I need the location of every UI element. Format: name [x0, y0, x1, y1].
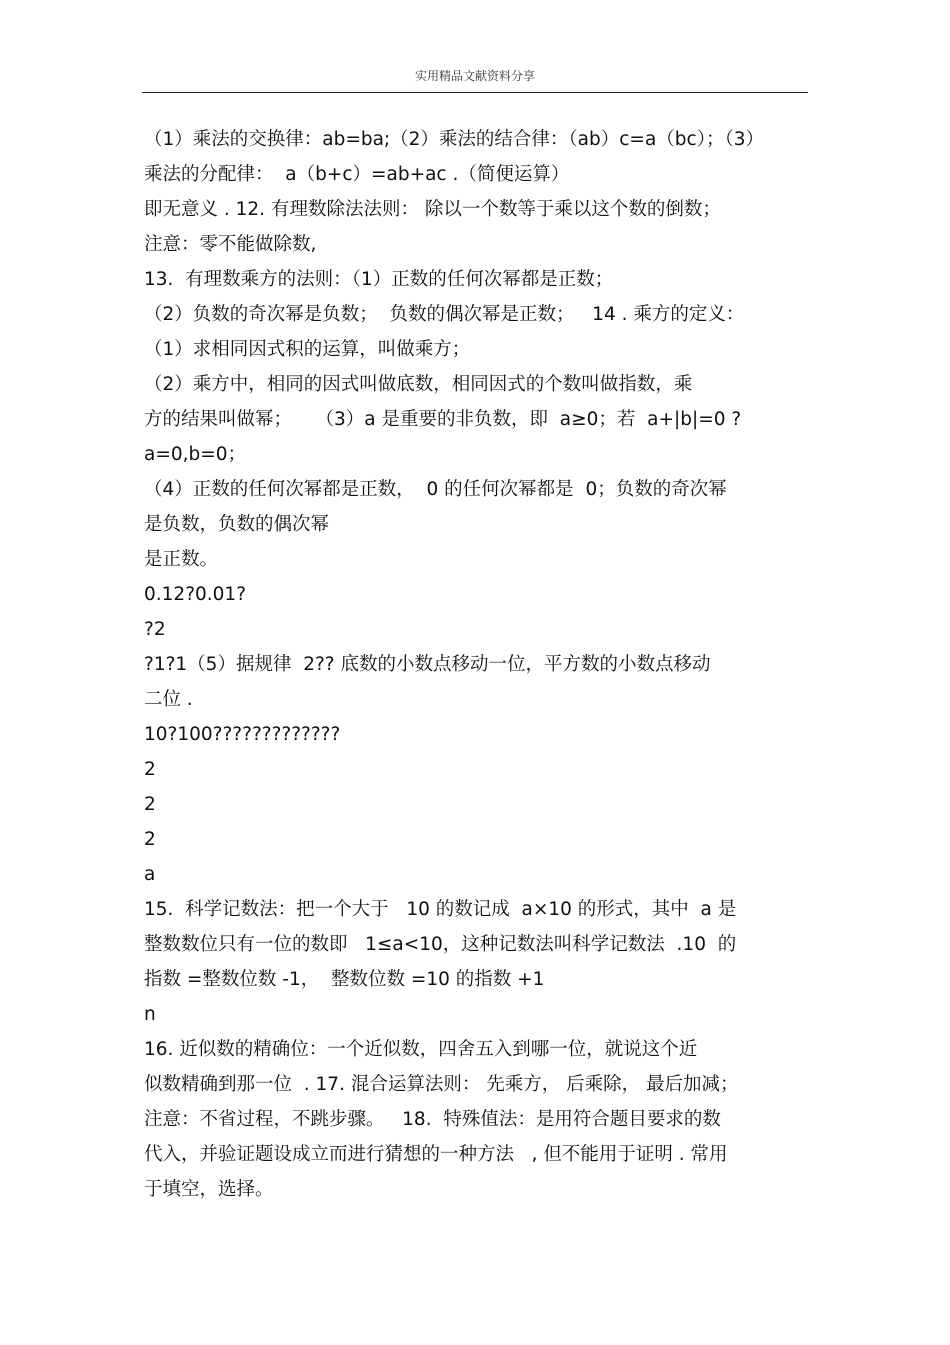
text-line: n — [144, 1004, 156, 1025]
text-line: （2）乘方中，相同的因式叫做底数，相同因式的个数叫做指数，乘 — [144, 374, 693, 395]
text-line: 代入，并验证题设成立而进行猜想的一种方法 , 但不能用于证明 . 常用 — [144, 1144, 728, 1165]
text-line: a — [144, 864, 156, 885]
text-line: 指数 =整数位数 -1， 整数位数 =10 的指数 +1 — [144, 969, 545, 990]
text-line: ?1?1（5）据规律 2?? 底数的小数点移动一位，平方数的小数点移动 — [144, 654, 711, 675]
text-line: 整数数位只有一位的数即 1≤a<10，这种记数法叫科学记数法 .10 的 — [144, 934, 737, 955]
text-line: （1）求相同因式积的运算，叫做乘方； — [144, 339, 471, 360]
text-line: （1）乘法的交换律：ab=ba;（2）乘法的结合律：（ab）c=a（bc）；（3） — [144, 129, 764, 150]
text-line: 2 — [144, 794, 156, 815]
text-line: （2）负数的奇次幂是负数； 负数的偶次幂是正数； 14 . 乘方的定义： — [144, 304, 745, 325]
text-line: 15. 科学记数法：把一个大于 10 的数记成 a×10 的形式，其中 a 是 — [144, 899, 737, 920]
text-line: 13. 有理数乘方的法则：（1）正数的任何次幂都是正数； — [144, 269, 614, 290]
text-line: ?2 — [144, 619, 166, 640]
text-line: 2 — [144, 829, 156, 850]
text-line: （4）正数的任何次幂都是正数， 0 的任何次幂都是 0；负数的奇次幂 — [144, 479, 727, 500]
text-line: 10?100????????????? — [144, 724, 341, 745]
text-line: 方的结果叫做幂； （3）a 是重要的非负数，即 a≥0；若 a+|b|=0 ? — [144, 409, 742, 430]
text-line: 是正数。 — [144, 549, 219, 570]
text-line: 即无意义 . 12. 有理数除法法则： 除以一个数等于乘以这个数的倒数； — [144, 199, 721, 220]
text-line: 注意：零不能做除数, — [144, 234, 317, 255]
body-text — [144, 122, 810, 1207]
text-line: 是负数，负数的偶次幂 — [144, 514, 330, 535]
text-line: 似数精确到那一位 . 17. 混合运算法则： 先乘方， 后乘除， 最后加减； — [144, 1074, 739, 1095]
text-line: 0.12?0.01? — [144, 584, 247, 605]
page-header-title: 实用精品文献资料分享 — [414, 69, 535, 83]
text-line: 乘法的分配律： a（b+c）=ab+ac .（简便运算） — [144, 164, 570, 185]
text-line: 于填空，选择。 — [144, 1179, 274, 1200]
text-line: 注意：不省过程，不跳步骤。 18. 特殊值法：是用符合题目要求的数 — [144, 1109, 721, 1130]
text-line: 2 — [144, 759, 156, 780]
header-divider — [142, 92, 808, 93]
text-line: 16. 近似数的精确位：一个近似数，四舍五入到哪一位，就说这个近 — [144, 1039, 698, 1060]
text-line: a=0,b=0； — [144, 444, 247, 465]
text-line: 二位 . — [144, 689, 193, 710]
